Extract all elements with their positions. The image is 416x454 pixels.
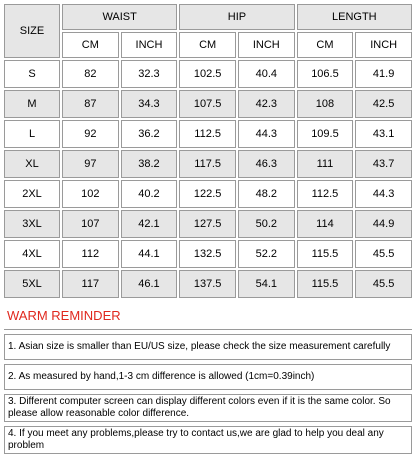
- measurement-cell: 43.1: [355, 120, 412, 148]
- table-row: [4, 180, 412, 208]
- measurement-cell: 102: [62, 180, 119, 208]
- measurement-cell: 54.1: [238, 270, 295, 298]
- size-cell: 5XL: [4, 270, 60, 298]
- measurement-cell: 114: [297, 210, 354, 238]
- table-row: [4, 210, 412, 238]
- measurement-cell: 107.5: [179, 90, 236, 118]
- measurement-cell: 32.3: [121, 60, 178, 88]
- measurement-cell: 42.3: [238, 90, 295, 118]
- measurement-cell: 45.5: [355, 240, 412, 268]
- measurement-cell: 46.3: [238, 150, 295, 178]
- unit-header: INCH: [355, 32, 412, 58]
- measurement-cell: 108: [297, 90, 354, 118]
- measurement-cell: 117: [62, 270, 119, 298]
- measurement-cell: 44.3: [238, 120, 295, 148]
- measurement-cell: 50.2: [238, 210, 295, 238]
- reminder-note: 1. Asian size is smaller than EU/US size, please check the size measurement carefully: [4, 334, 412, 360]
- measurement-cell: 87: [62, 90, 119, 118]
- measurement-cell: 48.2: [238, 180, 295, 208]
- measurement-cell: 34.3: [121, 90, 178, 118]
- measurement-cell: 115.5: [297, 270, 354, 298]
- measurement-cell: 41.9: [355, 60, 412, 88]
- table-row: [4, 60, 412, 88]
- size-rows: [4, 60, 412, 298]
- measurement-cell: 44.1: [121, 240, 178, 268]
- measurement-cell: 43.7: [355, 150, 412, 178]
- measurement-cell: 112: [62, 240, 119, 268]
- reminder-title: WARM REMINDER: [4, 302, 412, 330]
- measurement-cell: 102.5: [179, 60, 236, 88]
- measurement-cell: 122.5: [179, 180, 236, 208]
- measurement-cell: 36.2: [121, 120, 178, 148]
- size-header: SIZE: [4, 4, 60, 58]
- measurement-cell: 106.5: [297, 60, 354, 88]
- measurement-cell: 44.9: [355, 210, 412, 238]
- measurement-cell: 112.5: [297, 180, 354, 208]
- size-cell: 4XL: [4, 240, 60, 268]
- size-cell: 2XL: [4, 180, 60, 208]
- size-cell: 3XL: [4, 210, 60, 238]
- measurement-cell: 46.1: [121, 270, 178, 298]
- measurement-cell: 92: [62, 120, 119, 148]
- table-row: [4, 90, 412, 118]
- measurement-cell: 109.5: [297, 120, 354, 148]
- size-table: [2, 2, 414, 300]
- measurement-cell: 44.3: [355, 180, 412, 208]
- measurement-cell: 97: [62, 150, 119, 178]
- waist-header: WAIST: [62, 4, 177, 30]
- warm-reminder: [4, 302, 412, 454]
- measurement-cell: 82: [62, 60, 119, 88]
- size-cell: XL: [4, 150, 60, 178]
- unit-header: CM: [179, 32, 236, 58]
- measurement-cell: 42.1: [121, 210, 178, 238]
- measurement-cell: 132.5: [179, 240, 236, 268]
- reminder-note: 2. As measured by hand,1-3 cm difference is allowed (1cm=0.39inch): [4, 364, 412, 390]
- measurement-cell: 38.2: [121, 150, 178, 178]
- measurement-cell: 111: [297, 150, 354, 178]
- measurement-cell: 40.2: [121, 180, 178, 208]
- unit-header: INCH: [121, 32, 178, 58]
- measurement-cell: 52.2: [238, 240, 295, 268]
- table-header-units: [4, 32, 412, 58]
- table-header-groups: [4, 4, 412, 30]
- measurement-cell: 112.5: [179, 120, 236, 148]
- measurement-cell: 117.5: [179, 150, 236, 178]
- size-cell: S: [4, 60, 60, 88]
- unit-header: CM: [297, 32, 354, 58]
- unit-header: CM: [62, 32, 119, 58]
- reminder-note: 3. Different computer screen can display different colors even if it is the same color. So please allow reasonable color difference.: [4, 394, 412, 422]
- unit-header: INCH: [238, 32, 295, 58]
- reminder-note: 4. If you meet any problems,please try to contact us,we are glad to help you deal any problem: [4, 426, 412, 454]
- measurement-cell: 115.5: [297, 240, 354, 268]
- measurement-cell: 45.5: [355, 270, 412, 298]
- table-row: [4, 240, 412, 268]
- table-row: [4, 270, 412, 298]
- size-cell: L: [4, 120, 60, 148]
- size-cell: M: [4, 90, 60, 118]
- table-row: [4, 150, 412, 178]
- measurement-cell: 42.5: [355, 90, 412, 118]
- table-row: [4, 120, 412, 148]
- measurement-cell: 137.5: [179, 270, 236, 298]
- hip-header: HIP: [179, 4, 294, 30]
- measurement-cell: 40.4: [238, 60, 295, 88]
- measurement-cell: 107: [62, 210, 119, 238]
- measurement-cell: 127.5: [179, 210, 236, 238]
- length-header: LENGTH: [297, 4, 412, 30]
